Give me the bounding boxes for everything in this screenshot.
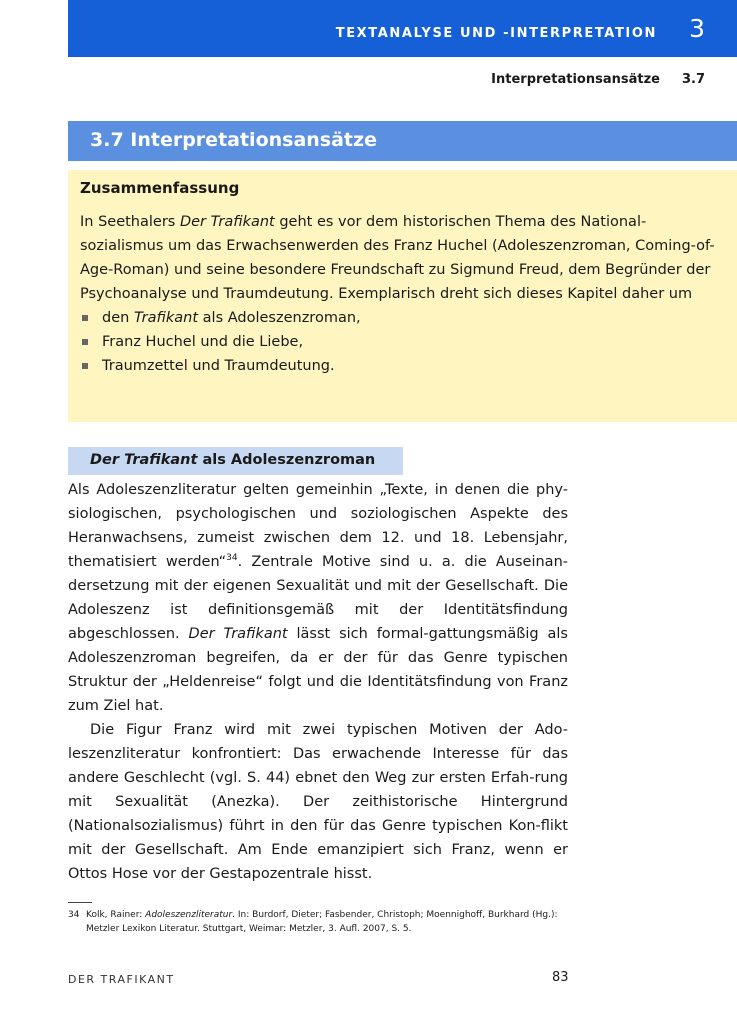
summary-box (68, 170, 737, 422)
subsection-heading-bar (68, 447, 403, 475)
summary-paragraph: In Seethalers Der Trafikant geht es vor dem historischen Thema des National-sozialismus um das Erwachsenwerden des Franz Huchel (Adoleszenzroman, Coming-of-Age-Roman) und seine besondere Freundschaft zu Sigmund Freud, dem Begründer der Psychoanalyse und Traumdeutung. Exemplarisch dreht sich dieses Kapitel daher um (80, 214, 715, 302)
running-head (491, 72, 705, 87)
summary-list (80, 306, 720, 378)
body-paragraph-1: Als Adoleszenzliteratur gelten gemeinhin „Texte, in denen die phy-siologischen, psychologischen und soziologischen Aspekte des Heranwachsens, zumeist zwischen dem 12. und 18. Lebensjahr, thematisiert werden“$^{34}$. Zentrale Motive sind u. a. die Auseinan-dersetzung mit der eigenen Sexualität und mit der Gesellschaft. Die Adoleszenz ist definitionsgemäß mit der Identitätsfindung abgeschlossen. Der Trafikant lässt sich formal-gattungsmäßig als Adoleszenzroman begreifen, da er der für das Genre typischen Struktur der „Heldenreise“ folgt und die Identitätsfindung von Franz zum Ziel hat. (68, 482, 568, 714)
section-heading-bar (68, 121, 737, 161)
bullet-square-icon (82, 363, 88, 369)
running-number: 3.7 (681, 72, 705, 87)
section-heading: 3.7 Interpretationsansätze (90, 129, 377, 151)
body-paragraph-2: Die Figur Franz wird mit zwei typischen Motiven der Ado-leszenzliteratur konfrontiert: Das erwachende Interesse für das andere Geschlecht (vgl. S. 44) ebnet den Weg zur ersten Erfah-rung mit Sexualität (Anezka). Der zeithistorische Hintergrund (Nationalsozialismus) führt in den für das Genre typischen Kon-flikt mit der Gesellschaft. Am Ende emanzipiert sich Franz, wenn er Ottos Hose vor der Gestapozentrale hisst. (68, 722, 568, 882)
summary-title: Zusammenfassung (80, 179, 240, 197)
list-item: Traumzettel und Traumdeutung. (80, 354, 720, 378)
running-title: Interpretationsansätze (491, 72, 660, 87)
footnote-number: 34 (68, 910, 80, 920)
body-text (68, 478, 568, 886)
chapter-header-band (68, 0, 737, 57)
bullet-square-icon (82, 315, 88, 321)
list-item: Franz Huchel und die Liebe, (80, 330, 720, 354)
footnote-reference: 34 (226, 553, 238, 564)
chapter-section-title: TEXTANALYSE UND -INTERPRETATION (335, 26, 657, 41)
chapter-number: 3 (689, 14, 705, 43)
footnote-divider (68, 902, 92, 903)
footnote-text: Kolk, Rainer: Adoleszenzliteratur. In: Burdorf, Dieter; Fasbender, Christoph; Moennighoff, Burkhard (Hg.): Metzler Lexikon Literatur. Stuttgart, Weimar: Metzler, 3. Aufl. 2007, S. 5. (86, 910, 558, 934)
page-number: 83 (552, 970, 569, 985)
summary-body (80, 210, 720, 378)
subsection-heading: Der Trafikant als Adoleszenzroman (90, 452, 376, 468)
list-item: den Trafikant als Adoleszenzroman, (80, 306, 720, 330)
bullet-square-icon (82, 339, 88, 345)
footer-book-title: DER TRAFIKANT (68, 973, 175, 986)
